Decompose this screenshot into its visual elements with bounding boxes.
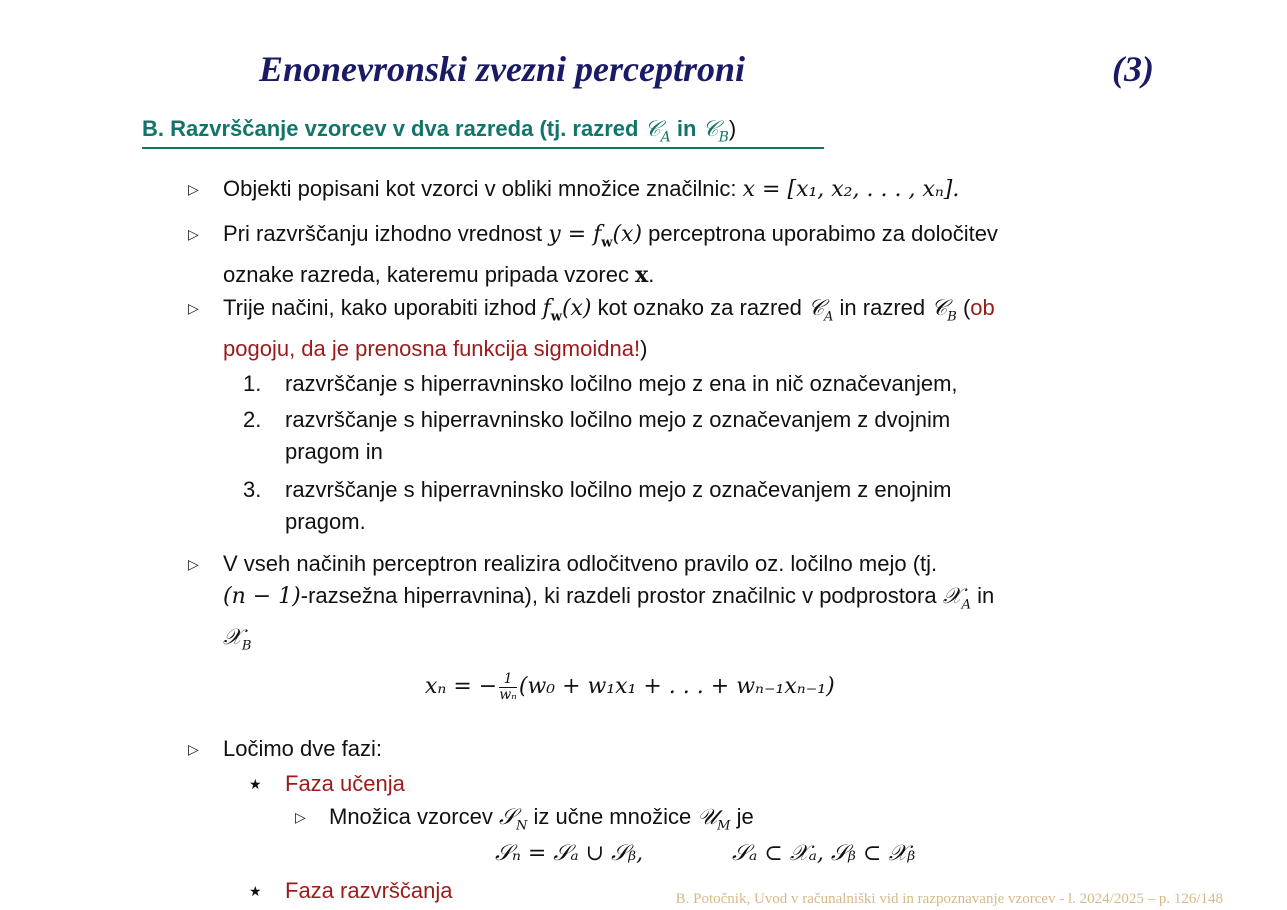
bullet-1: Objekti popisani kot vzorci v obliki množice značilnic: x = [x₁, x₂, . . . , xₙ]. (223, 176, 960, 202)
slide-title: Enonevronski zvezni perceptroni (259, 49, 746, 89)
bullet-2: Pri razvrščanju izhodno vrednost $y = f_w(x)$ perceptrona uporabimo za določitev oznake razreda, kateremu pripada vzorec x. (223, 221, 998, 289)
triangle-bullet-icon: ▷ (188, 741, 199, 757)
star-icon: ★ (249, 883, 262, 899)
list-item-3: razvrščanje s hiperravninsko ločilno mejo z označevanjem z enojnim pragom. (285, 477, 952, 534)
list-item-1: razvrščanje s hiperravninsko ločilno mejo z ena in nič označevanjem, (285, 371, 958, 396)
triangle-bullet-icon: ▷ (188, 181, 199, 197)
phase-classification: Faza razvrščanja (285, 878, 453, 903)
bullet-4: V vseh načinih perceptron realizira odločitveno pravilo oz. ločilno mejo (tj. (n − 1)-razsežna hiperravnina), ki razdeli prostor značilnic v podprostora 𝒳$_A$ in 𝒳$_B$ (223, 551, 995, 654)
triangle-bullet-icon: ▷ (188, 300, 199, 316)
triangle-bullet-icon: ▷ (188, 556, 199, 572)
list-number: 2. (243, 407, 262, 432)
star-icon: ★ (249, 776, 262, 792)
equation-sample-sets-left: 𝒮ₙ = 𝒮ₐ ∪ 𝒮ᵦ, (495, 841, 644, 866)
list-number: 3. (243, 477, 262, 502)
sub-bullet-sample-set: Množica vzorcev 𝒮$_N$ iz učne množice 𝒰$_M$ je (329, 804, 754, 834)
equation-sample-sets-right: 𝒮ₐ ⊂ 𝒳ₐ, 𝒮ᵦ ⊂ 𝒳ᵦ (732, 841, 916, 866)
equation-separating-boundary: xₙ = − $\frac{1}{\text{wₙ}}$ (w₀ + w₁x₁ + . . . + wₙ₋₁xₙ₋₁) (425, 670, 835, 703)
slide-footer: B. Potočnik, Uvod v računalniški vid in razpoznavanje vzorcev - l. 2024/2025 – p. 126/148 (675, 891, 1223, 907)
phase-learning: Faza učenja (285, 771, 405, 796)
triangle-bullet-icon: ▷ (188, 226, 199, 242)
bullet-5: Ločimo dve fazi: (223, 736, 382, 761)
section-heading: B. Razvrščanje vzorcev v dva razreda (tj. razred 𝒞$_A$ in 𝒞$_B$) (142, 116, 824, 149)
slide-number: (3) (1112, 49, 1154, 89)
triangle-bullet-icon: ▷ (295, 809, 306, 825)
list-number: 1. (243, 371, 262, 396)
list-item-2: razvrščanje s hiperravninsko ločilno mejo z označevanjem z dvojnim pragom in (285, 407, 951, 464)
bullet-3: Trije načini, kako uporabiti izhod $f_w(x)$ kot oznako za razred 𝒞$_A$ in razred 𝒞$_B$ (ob pogoju, da je prenosna funkcija sigmoidna!) (223, 295, 995, 362)
